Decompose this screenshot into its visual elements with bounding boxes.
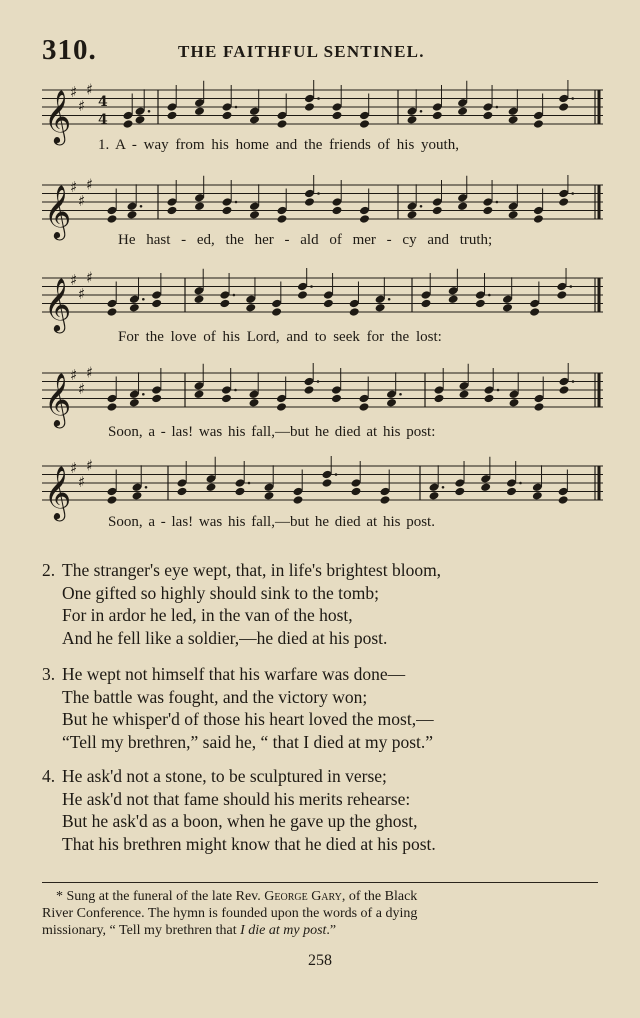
note-head-lower (529, 307, 540, 317)
note-head-lower (194, 106, 205, 116)
note-head-lower (297, 290, 308, 300)
note-head-lower (127, 210, 138, 220)
note-head-lower (249, 210, 260, 220)
note-head-lower (359, 119, 370, 129)
footnote (42, 888, 602, 939)
note-dot (234, 389, 237, 392)
note-head-lower (322, 478, 333, 488)
note-head-lower (222, 206, 233, 216)
lyric-line-5: Soon, a - las! was his fall,—but he died at his post. (108, 514, 435, 530)
note-head-lower (151, 394, 162, 404)
note-dot (317, 192, 320, 195)
note-head-lower (359, 402, 370, 412)
note-head-lower (457, 201, 468, 211)
note-dot (248, 482, 251, 485)
sharp-icon: ♯ (70, 83, 78, 101)
verse-text: And he fell like a soldier,—he died at his post. (62, 627, 388, 648)
note-head-lower (249, 398, 260, 408)
verse-line (42, 766, 436, 789)
note-head-lower (276, 402, 287, 412)
note-head-lower (107, 214, 118, 224)
note-head-lower (304, 385, 315, 395)
verse-text: He wept not himself that his warfare was done— (62, 664, 406, 684)
note-head-lower (556, 290, 567, 300)
note-head-lower (264, 491, 275, 501)
note-head-lower (533, 214, 544, 224)
note-head-lower (532, 491, 543, 501)
note-dot (571, 97, 574, 100)
verse-number: 4. (42, 766, 56, 786)
note-head-lower (129, 398, 140, 408)
note-dot (388, 298, 391, 301)
sharp-icon: ♯ (78, 472, 86, 491)
verse-text: The battle was fought, and the victory won; (62, 686, 368, 707)
note-head-lower (151, 299, 162, 309)
sharp-icon: ♯ (70, 178, 78, 196)
note-dot (488, 294, 491, 297)
footnote-name: George Gary (264, 889, 342, 904)
footnote-text: , of the Black (341, 889, 418, 904)
verse-line (42, 605, 441, 628)
verse-text: But he ask'd as a boon, when he gave up the ghost, (62, 811, 418, 832)
note-head-lower (245, 303, 256, 313)
note-dot (571, 192, 574, 195)
note-head-lower (375, 303, 386, 313)
verse-line (42, 834, 436, 857)
note-head-lower (271, 307, 282, 317)
note-head-lower (454, 487, 465, 497)
note-head-lower (459, 389, 470, 399)
note-head-lower (509, 398, 520, 408)
verse-2 (42, 560, 441, 650)
verse-text: For in ardor he led, in the van of the host, (62, 605, 353, 626)
note-head-lower (386, 398, 397, 408)
sharp-icon: ♯ (78, 191, 86, 210)
note-dot (399, 393, 402, 396)
note-head-lower (506, 487, 517, 497)
lyric-line-4: Soon, a - las! was his fall,—but he died at his post: (108, 424, 436, 440)
note-head-lower (167, 111, 178, 121)
lyric-line-1: 1. A - way from his home and the friends of his youth, (98, 137, 459, 153)
note-dot (420, 205, 423, 208)
note-head-lower (434, 394, 445, 404)
treble-clef-icon: 𝄞 (44, 465, 72, 519)
note-head-lower (484, 394, 495, 404)
footnote-line-1 (42, 888, 602, 905)
note-dot (142, 393, 145, 396)
verse-text: That his brethren might know that he died at his post. (62, 833, 436, 854)
lyric-line-2: He hast - ed, the her - ald of mer - cy and truth; (118, 232, 493, 248)
note-head-lower (534, 402, 545, 412)
note-head-lower (457, 106, 468, 116)
note-head-lower (349, 307, 360, 317)
verse-text: “Tell my brethren,” said he, “ that I died at my post.” (62, 731, 434, 752)
verse-3 (42, 664, 434, 754)
page-number: 258 (308, 952, 332, 969)
note-head-lower (277, 214, 288, 224)
note-head-lower (304, 197, 315, 207)
time-signature-top: 4 (98, 94, 108, 110)
verse-line (42, 811, 436, 834)
note-head-lower (107, 495, 118, 505)
note-dot (572, 380, 575, 383)
verse-number: 3. (42, 664, 56, 684)
lyric-line-3: For the love of his Lord, and to seek for the lost: (118, 329, 442, 345)
note-head-lower (558, 495, 569, 505)
note-dot (519, 482, 522, 485)
note-dot (233, 294, 236, 297)
sharp-icon: ♯ (86, 456, 94, 475)
verse-text: He ask'd not a stone, to be sculptured in verse; (62, 766, 387, 786)
note-head-lower (502, 303, 513, 313)
footnote-text: missionary, “ Tell my brethren that (42, 923, 241, 938)
note-dot (317, 97, 320, 100)
verse-line (42, 789, 436, 812)
sharp-icon: ♯ (86, 175, 94, 194)
note-head-lower (332, 206, 343, 216)
note-head-lower (222, 111, 233, 121)
note-head-lower (235, 487, 246, 497)
verse-line (42, 583, 441, 606)
treble-clef-icon: 𝄞 (44, 372, 72, 426)
note-head-lower (167, 206, 178, 216)
verse-text: He ask'd not that fame should his merits rehearse: (62, 788, 411, 809)
note-head-lower (177, 487, 188, 497)
note-head-lower (194, 201, 205, 211)
note-dot (442, 486, 445, 489)
note-head-lower (206, 482, 217, 492)
sharp-icon: ♯ (70, 459, 78, 477)
note-head-lower (421, 299, 432, 309)
note-head-lower (482, 111, 493, 121)
verse-line (42, 560, 441, 583)
verse-text: But he whisper'd of those his heart loved the most,— (62, 709, 434, 730)
note-dot (148, 110, 151, 113)
note-head-lower (107, 307, 118, 317)
footnote-divider (42, 882, 598, 883)
note-head-lower (135, 115, 146, 125)
treble-clef-icon: 𝄞 (44, 277, 72, 331)
note-head-lower (221, 394, 232, 404)
sharp-icon: ♯ (78, 284, 86, 303)
note-head-lower (293, 495, 304, 505)
note-head-lower (323, 299, 334, 309)
note-head-lower (219, 299, 230, 309)
note-dot (317, 380, 320, 383)
note-head-lower (194, 294, 205, 304)
note-head-lower (508, 210, 519, 220)
note-head-lower (432, 206, 443, 216)
verse-line (42, 687, 434, 710)
sharp-icon: ♯ (78, 379, 86, 398)
note-dot (335, 473, 338, 476)
note-dot (310, 285, 313, 288)
note-head-lower (558, 102, 569, 112)
note-head-lower (380, 495, 391, 505)
verse-4 (42, 766, 436, 856)
note-head-lower (194, 389, 205, 399)
verse-number: 2. (42, 560, 56, 580)
sharp-icon: ♯ (70, 366, 78, 384)
note-head-lower (304, 102, 315, 112)
footnote-text: * Sung at the funeral of the late Rev. (56, 889, 265, 904)
note-head-lower (249, 115, 260, 125)
sharp-icon: ♯ (70, 271, 78, 289)
hymn-number: 310. (42, 34, 97, 66)
treble-clef-icon: 𝄞 (44, 89, 72, 143)
note-dot (235, 106, 238, 109)
note-head-lower (123, 119, 134, 129)
sharp-icon: ♯ (86, 268, 94, 287)
note-head-lower (277, 119, 288, 129)
note-head-lower (448, 294, 459, 304)
note-dot (235, 201, 238, 204)
note-dot (496, 201, 499, 204)
verse-line (42, 732, 434, 755)
verse-line (42, 628, 441, 651)
footnote-italic-text: I die at my post (240, 923, 327, 938)
note-head-lower (429, 491, 440, 501)
note-head-lower (132, 491, 143, 501)
note-dot (420, 110, 423, 113)
treble-clef-icon: 𝄞 (44, 184, 72, 238)
sharp-icon: ♯ (86, 363, 94, 382)
note-head-lower (480, 482, 491, 492)
note-head-lower (107, 402, 118, 412)
note-head-lower (407, 115, 418, 125)
note-head-lower (508, 115, 519, 125)
verse-text: One gifted so highly should sink to the tomb; (62, 582, 379, 603)
note-head-lower (351, 487, 362, 497)
note-head-lower (332, 111, 343, 121)
note-head-lower (129, 303, 140, 313)
note-head-lower (359, 214, 370, 224)
note-dot (140, 205, 143, 208)
note-head-lower (559, 385, 570, 395)
time-signature-bottom: 4 (98, 112, 108, 128)
note-head-lower (558, 197, 569, 207)
footnote-line-3 (42, 922, 602, 939)
hymn-title: THE FAITHFUL SENTINEL. (178, 42, 425, 61)
note-head-lower (482, 206, 493, 216)
note-head-lower (432, 111, 443, 121)
note-dot (145, 486, 148, 489)
sharp-icon: ♯ (78, 96, 86, 115)
note-dot (497, 389, 500, 392)
note-head-lower (407, 210, 418, 220)
sharp-icon: ♯ (86, 80, 94, 99)
footnote-line-2: River Conference. The hymn is founded upon the words of a dying (42, 906, 418, 921)
note-dot (570, 285, 573, 288)
footnote-text: .” (326, 923, 337, 938)
verse-line (42, 664, 434, 687)
verse-text: The stranger's eye wept, that, in life's brightest bloom, (62, 560, 442, 580)
note-head-lower (331, 394, 342, 404)
note-head-lower (533, 119, 544, 129)
verse-line (42, 709, 434, 732)
note-dot (142, 298, 145, 301)
note-dot (496, 106, 499, 109)
note-head-lower (475, 299, 486, 309)
